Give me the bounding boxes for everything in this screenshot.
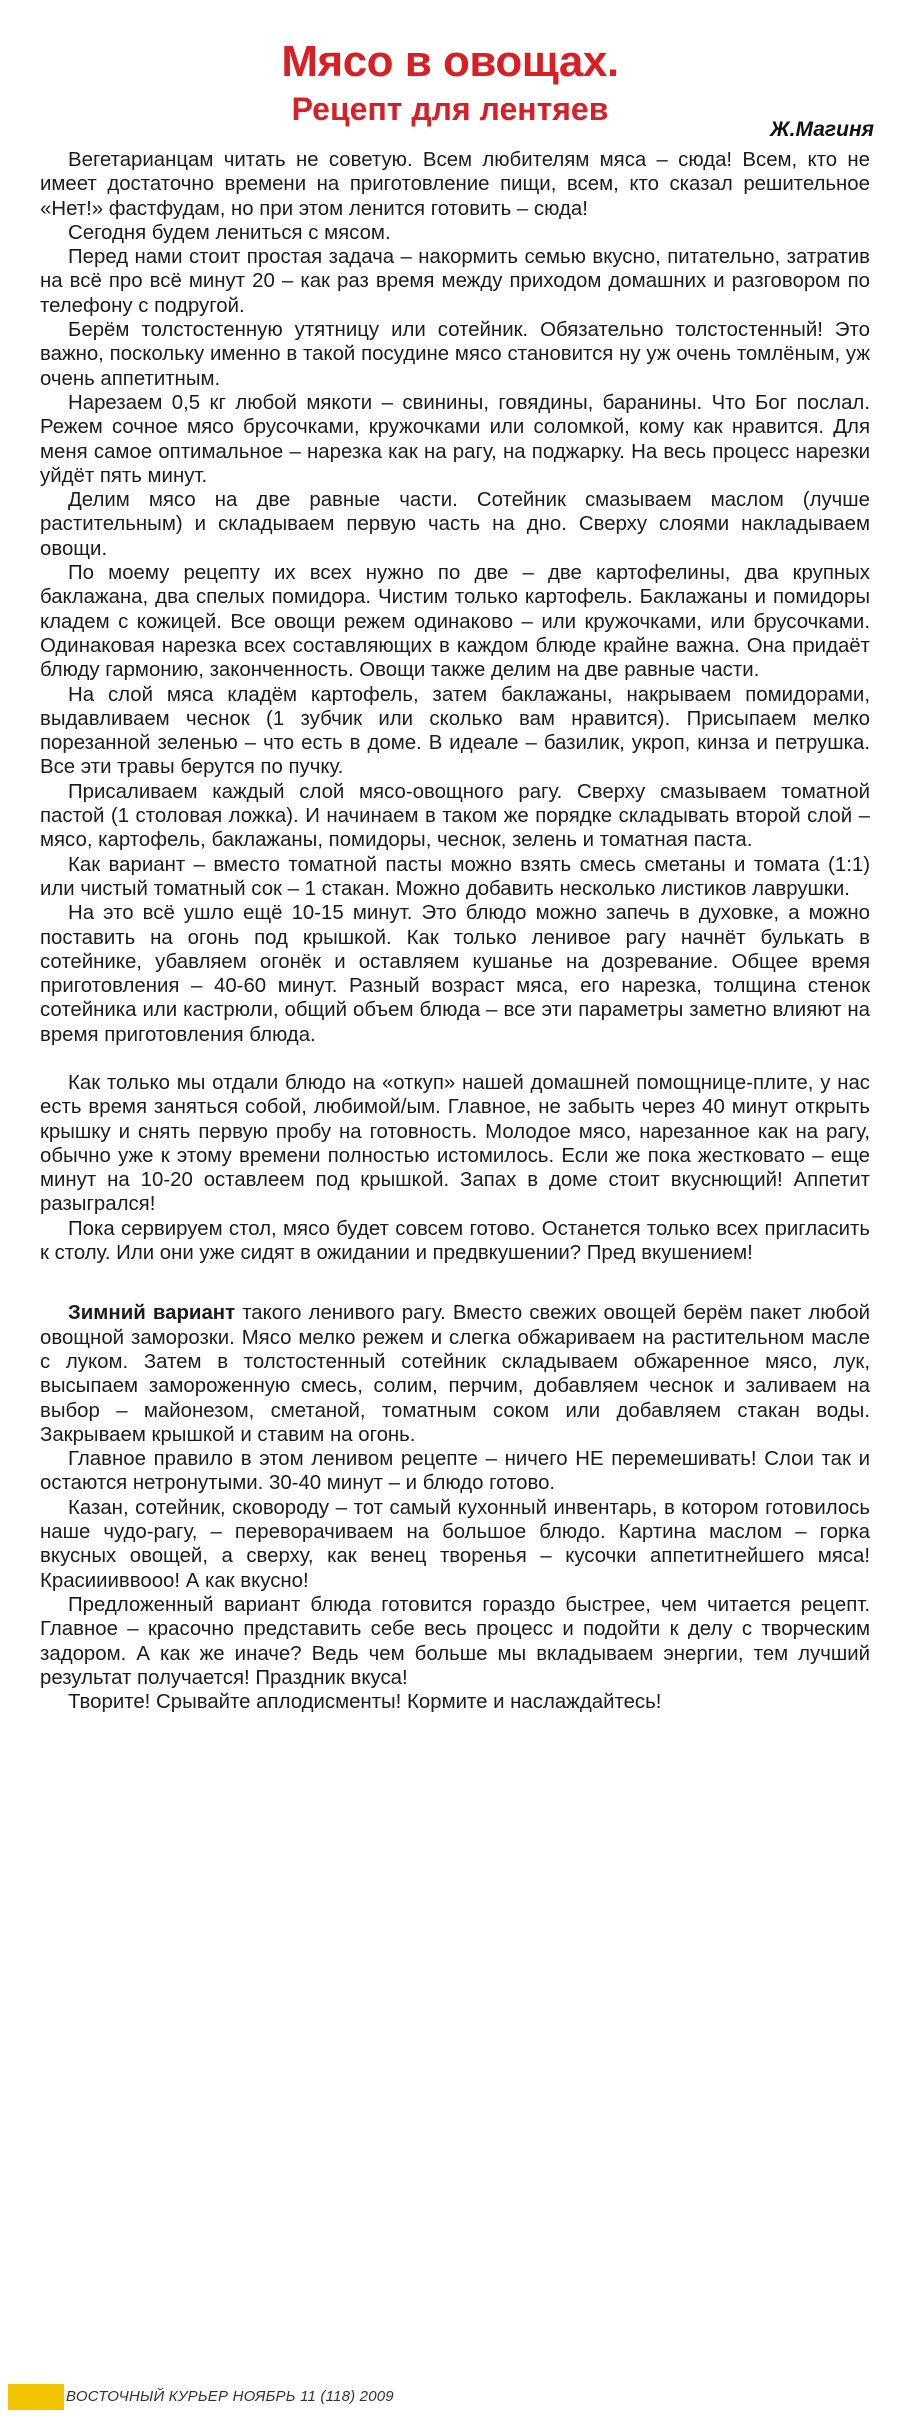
article-body: [40, 148, 870, 1714]
paragraph: Берём толстостенную утятницу или сотейник. Обязательно толстостенный! Это важно, поскольку именно в такой посудине мясо становится ну уж очень томлёным, уж очень аппетитным.: [40, 319, 870, 390]
paragraph: Вегетарианцам читать не советую. Всем любителям мяса – сюда! Всем, кто не имеет достаточно времени на приготовление пищи, всем, кто сказал решительное «Нет!» фастфудам, но при этом ленится готовить – сюда!: [40, 149, 870, 220]
paragraph: Сегодня будем лениться с мясом.: [68, 221, 391, 244]
paragraph: Как только мы отдали блюдо на «откуп» нашей домашней помощнице-плите, у нас есть время заняться собой, любимой/ым. Главное, не забыть через 40 минут открыть крышку и снять первую пробу на готовность. Молодое мясо, нарезанное как на рагу, обычно уже к этому времени полностью истомилось. Если же пока жестковато – еще минут на 10-20 оставлеем под крышкой. Запах в доме стоит вкуснющий! Аппетит разыгрался!: [40, 1071, 870, 1216]
page-footer: [8, 2384, 528, 2410]
paragraph: Творите! Срывайте аплодисменты! Кормите и наслаждайтесь!: [68, 1691, 662, 1714]
winter-variant-paragraph: [40, 1301, 870, 1447]
paragraph: Присаливаем каждый слой мясо-овощного рагу. Сверху смазываем томатной пастой (1 столовая ложка). И начинаем в таком же порядке складывать второй слой – мясо, картофель, баклажаны, помидоры, чеснок, зелень и томатная паста.: [40, 780, 870, 852]
paragraph: Главное правило в этом ленивом рецепте – ничего НЕ перемешивать! Слои так и остаются нетронутыми. 30-40 минут – и блюдо готово.: [40, 1448, 870, 1495]
footer-color-bar: [8, 2384, 64, 2410]
paragraph: Предложенный вариант блюда готовится гораздо быстрее, чем читается рецепт. Главное – красочно представить себе весь процесс и подойти к делу с творческим задором. А как же иначе? Ведь чем больше мы вкладываем энергии, тем лучший результат получается! Праздник вкуса!: [40, 1593, 870, 1689]
article-subtitle: Рецепт для лентяев: [291, 91, 609, 127]
paragraph: Делим мясо на две равные части. Сотейник смазываем маслом (лучше растительным) и складываем первую часть на дно. Сверху слоями накладываем овощи.: [40, 489, 870, 560]
author-byline: Ж.Магиня: [770, 118, 874, 141]
paragraph: Казан, сотейник, сковороду – тот самый кухонный инвентарь, в котором готовилось наше чудо-рагу, – переворачиваем на большое блюдо. Картина маслом – горка вкусных овощей, а сверху, как венец творенья – кусочки аппетитнейшего мяса! Красиииввооо! А как вкусно!: [40, 1496, 870, 1592]
winter-variant-text: такого ленивого рагу. Вместо свежих овощей берём пакет любой овощной заморозки. Мясо мелко режем и слегка обжариваем на растительном масле с луком. Затем в толстостенный сотейник складываем обжаренное мясо, лук, высыпаем замороженную смесь, солим, перчим, добавляем чеснок и заливаем на выбор – майонезом, сметаной, томатным соком или добавляем стакан воды. Закрываем крышкой и ставим на огонь.: [40, 1302, 870, 1446]
winter-variant-lead: Зимний вариант: [68, 1302, 236, 1325]
headline: [0, 36, 900, 130]
paragraph: Нарезаем 0,5 кг любой мякоти – свинины, говядины, баранины. Что Бог послал. Режем сочное мясо брусочками, кружочками или соломкой, кому как нравится. Для меня самое оптимальное – нарезка как на рагу, на поджарку. На весь процесс нарезки уйдёт пять минут.: [40, 391, 870, 487]
footer-publication-info: ВОСТОЧНЫЙ КУРЬЕР НОЯБРЬ 11 (118) 2009: [66, 2388, 394, 2405]
paragraph: Как вариант – вместо томатной пасты можно взять смесь сметаны и томата (1:1) или чистый томатный сок – 1 стакан. Можно добавить несколько листиков лаврушки.: [40, 853, 870, 900]
paragraph: На слой мяса кладём картофель, затем баклажаны, накрываем помидорами, выдавливаем чеснок (1 зубчик или сколько вам нравится). Присыпаем мелко порезанной зеленью – что есть в доме. В идеале – базилик, укроп, кинза и петрушка. Все эти травы берутся по пучку.: [40, 683, 870, 779]
paragraph: Перед нами стоит простая задача – накормить семью вкусно, питательно, затратив на всё про всё минут 20 – как раз время между приходом домашних и разговором по телефону с подругой.: [40, 246, 870, 317]
paragraph: На это всё ушло ещё 10-15 минут. Это блюдо можно запечь в духовке, а можно поставить на огонь под крышкой. Как только ленивое рагу начнёт булькать в сотейнике, убавляем огонёк и оставляем кушанье на дозревание. Общее время приготовления – 40-60 минут. Разный возраст мяса, его нарезка, толщина стенок сотейника или кастрюли, общий объем блюда – все эти параметры заметно влияют на время приготовления блюда.: [40, 902, 870, 1046]
article-title: Мясо в овощах.: [281, 37, 619, 86]
paragraph: По моему рецепту их всех нужно по две – две картофелины, два крупных баклажана, два спелых помидора. Чистим только картофель. Баклажаны и помидоры кладем с кожицей. Все овощи режем одинаково – или кружочками, или брусочками. Одинаковая нарезка всех составляющих в каждом блюде крайне важна. Она придаёт блюду гармонию, законченность. Овощи также делим на две равные части.: [40, 562, 870, 682]
paragraph: Пока сервируем стол, мясо будет совсем готово. Останется только всех пригласить к столу. Или они уже сидят в ожидании и предвкушении? Пред вкушением!: [40, 1217, 870, 1265]
